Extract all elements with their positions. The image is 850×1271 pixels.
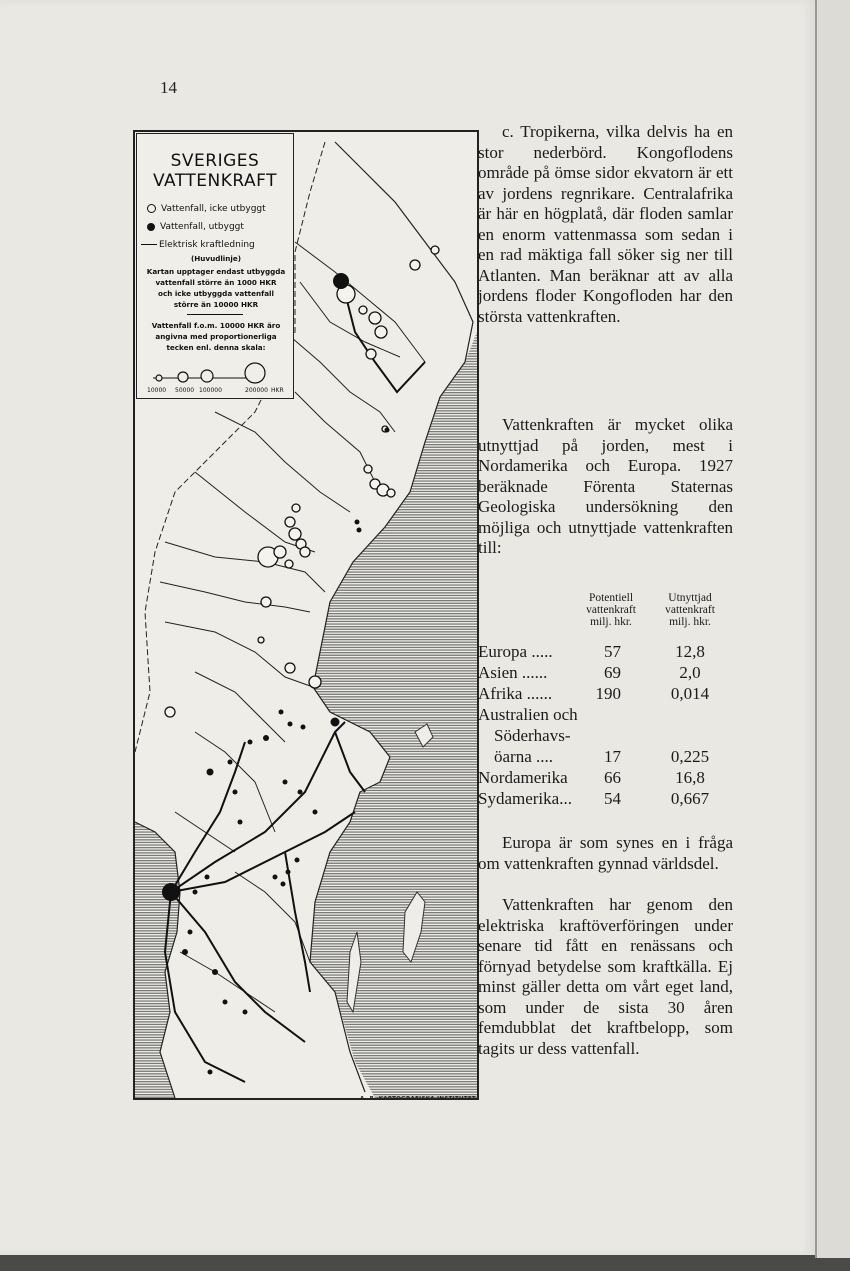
legend-item-powerline: Elektrisk kraftledning	[141, 240, 255, 250]
next-page-edge	[815, 0, 850, 1258]
paragraph-europe: Europa är som synes en i fråga om vattenkraften gynnad världsdel.	[478, 833, 733, 873]
filled-circle-icon	[147, 223, 155, 231]
table-row: Europa ..... 57 12,8	[478, 642, 705, 661]
sea-west	[135, 822, 180, 1098]
proportional-scale-icon	[143, 362, 291, 386]
legend-note-2: Vattenfall f.o.m. 10000 HKR äro angivna med proportionerliga tecken enl. denna skala:	[151, 321, 281, 352]
open-circle-icon	[147, 204, 156, 213]
table-row: Asien ...... 69 2,0	[478, 663, 701, 682]
legend-item-unexploited: Vattenfall, icke utbyggt	[147, 204, 266, 214]
page-number: 14	[160, 78, 177, 97]
map-legend: SVERIGES VATTENKRAFT Vattenfall, icke utbyggt Vattenfall, utbyggt Elektrisk kraftledning (Huvudlinje) Kartan upptager endast utbyggda vattenfall större än 1000 HKR och icke utbyggda vattenfall större än 10000 HKR Vattenfall f.o.m. 10000 HKR äro angivna med proportionerliga tecken enl. denna skala: 10000 50000 100000 200000 HKR	[136, 133, 294, 399]
paragraph-utilization: Vattenkraften är mycket olika utnyttjad på jorden, mest i Nordamerika och Europa. 1927 beräknade Förenta Staternas Geologiska undersökning den möjliga och utnyttjade vattenkraften till:	[478, 415, 733, 557]
table-row: Nordamerika 66 16,8	[478, 768, 705, 787]
table-row: Australien och	[478, 705, 578, 724]
map-title-line2: VATTENKRAFT	[152, 171, 278, 191]
paragraph-tropics: c. Tropikerna, vilka delvis ha en stor nederbörd. Kongoflodens område på ömse sidor ekvatorn är ett av jordens regnrikare. Centralafrika är här en högplatå, där floden samlar en enorm vattenmassa som sedan i en rad mäktiga fall söker sig ner till Atlanten. Man beräknar att av alla jordens floder Kongofloden har den största vattenkraften.	[478, 122, 733, 326]
map-credit: A.-B. KARTOGRAFISKA INSTITUTET	[360, 1096, 476, 1102]
paragraph-renaissance: Vattenkraften har genom den elektriska kraftöverföringen under senare tid fått en renässans och förnyad betydelse som kraftkälla. Ej minst gäller detta om vårt eget land, som under de sista 30 åren femdubblat det kraftbelopp, som tagits ur dess vattenfall.	[478, 895, 733, 1058]
table-row: öarna .... 17 0,225	[494, 747, 710, 766]
map-title-line1: SVERIGES	[170, 151, 260, 171]
line-icon	[141, 244, 157, 245]
legend-item-exploited: Vattenfall, utbyggt	[147, 222, 244, 232]
header-potential: Potentiell vattenkraft milj. hkr.	[586, 592, 636, 628]
header-used: Utnyttjad vattenkraft milj. hkr.	[665, 592, 715, 628]
legend-sub: (Huvudlinje)	[190, 254, 242, 263]
table-row: Afrika ...... 190 0,014	[478, 684, 710, 703]
legend-note-1: Kartan upptager endast utbyggda vattenfall större än 1000 HKR och icke utbyggda vattenfall större än 10000 HKR	[146, 267, 286, 309]
table-row: Söderhavs-	[494, 726, 571, 745]
table-row: Sydamerika... 54 0,667	[478, 789, 710, 808]
sweden-hydropower-map	[133, 130, 479, 1100]
